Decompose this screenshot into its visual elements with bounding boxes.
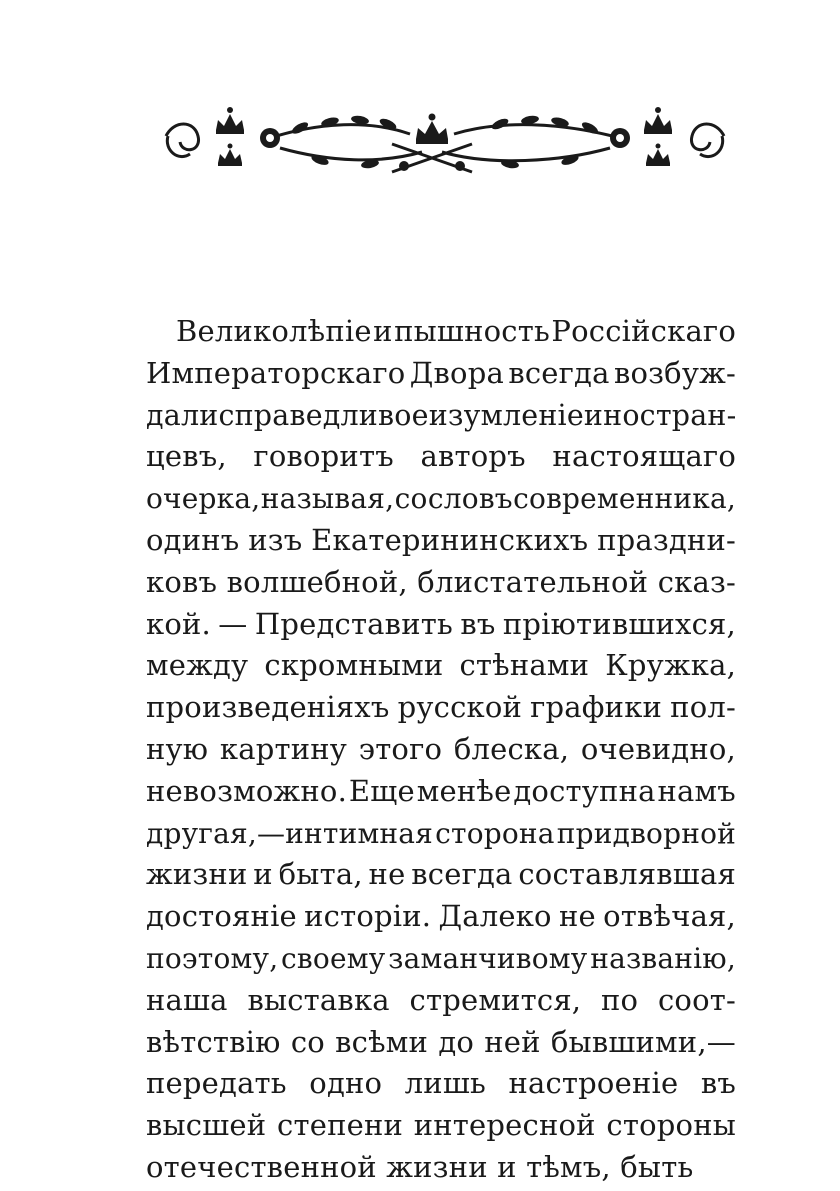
word: поэтому, xyxy=(146,941,279,975)
word: стремится, xyxy=(409,982,582,1017)
word: очерка, xyxy=(146,482,261,516)
text-line xyxy=(146,478,736,520)
text-line xyxy=(146,436,736,478)
crown-icon xyxy=(416,114,448,145)
text-line xyxy=(146,1063,736,1105)
word: Двора xyxy=(409,355,504,390)
text-line xyxy=(146,395,736,437)
word: одно xyxy=(309,1066,383,1101)
word: справедливое xyxy=(218,398,429,432)
word: заманчивому xyxy=(388,941,588,975)
word: менѣе xyxy=(416,773,512,808)
word: Россійскаго xyxy=(551,314,736,348)
text-line xyxy=(146,604,736,646)
word: ней xyxy=(484,1024,541,1059)
word: праздни- xyxy=(597,522,736,557)
word: Екатерининскихъ xyxy=(311,522,589,557)
word: цевъ, xyxy=(146,439,227,474)
word: скромными xyxy=(264,648,444,683)
word: Далеко xyxy=(438,899,552,934)
word: графики xyxy=(530,690,663,725)
text-line xyxy=(146,520,736,562)
word: блистательной xyxy=(417,564,649,599)
text-line xyxy=(146,311,736,353)
text-line xyxy=(146,729,736,771)
word: въ xyxy=(700,1066,736,1101)
word: не xyxy=(368,857,406,892)
word: лишь xyxy=(404,1066,486,1101)
text-line xyxy=(146,938,736,980)
word: Представить xyxy=(254,606,453,641)
word: блеска, xyxy=(453,731,570,766)
word: названію, xyxy=(590,941,736,975)
word: высшей xyxy=(146,1108,267,1143)
word: быта, xyxy=(278,857,363,892)
word: настроеніе xyxy=(508,1066,679,1101)
word: отвѣчая, xyxy=(603,899,736,934)
word: стѣнами xyxy=(459,648,590,683)
word: картину xyxy=(219,731,348,766)
word: русской xyxy=(397,690,523,725)
word: бывшими,— xyxy=(550,1024,736,1059)
word: стороны xyxy=(606,1108,736,1143)
word: пышность xyxy=(394,314,550,348)
word: невозможно. xyxy=(146,773,347,808)
word: соот- xyxy=(657,982,736,1017)
word: всегда xyxy=(508,355,610,390)
crown-icon xyxy=(646,144,670,167)
word: между xyxy=(146,648,249,683)
text-line: отечественной жизни и тѣмъ, быть xyxy=(146,1149,694,1184)
text-line xyxy=(146,854,736,896)
word: передать xyxy=(146,1066,287,1101)
text-line xyxy=(146,1105,736,1147)
text-line xyxy=(146,813,736,855)
word: изумленіе xyxy=(428,398,584,432)
word: дали xyxy=(146,398,219,432)
word: намъ xyxy=(657,773,736,808)
crown-icon xyxy=(218,144,242,167)
text-line xyxy=(146,1022,736,1064)
word: жизни xyxy=(146,857,248,892)
word: иностран- xyxy=(583,398,737,432)
word: Еще xyxy=(348,773,415,808)
word: въ xyxy=(460,606,496,641)
word: по xyxy=(601,982,639,1017)
word: другая,—интимная xyxy=(146,816,434,850)
word: исторіи. xyxy=(304,899,432,934)
word: сказ- xyxy=(657,564,736,599)
word: не xyxy=(558,899,596,934)
word: со xyxy=(290,1024,325,1059)
word: авторъ xyxy=(420,439,526,474)
word: степени xyxy=(277,1108,404,1143)
word: вѣтствію xyxy=(146,1024,281,1059)
word: Императорскаго xyxy=(146,355,406,390)
word: словъ xyxy=(427,482,513,516)
word: доступна xyxy=(513,773,656,808)
headpiece-ornament xyxy=(160,92,730,182)
word: до xyxy=(438,1024,475,1059)
word: пол- xyxy=(670,690,736,725)
word: и xyxy=(253,857,273,892)
crown-icon xyxy=(644,107,672,134)
word: ковъ xyxy=(146,564,218,599)
text-line xyxy=(146,645,736,687)
word: волшебной, xyxy=(226,564,408,599)
word: со xyxy=(394,482,428,516)
crossed-torches-icon xyxy=(392,144,472,172)
body-text xyxy=(146,311,736,1189)
word: наша xyxy=(146,982,228,1017)
text-line xyxy=(146,687,736,729)
word: всѣми xyxy=(335,1024,429,1059)
text-line xyxy=(146,896,736,938)
word: называя, xyxy=(260,482,395,516)
word: и xyxy=(373,314,393,348)
word: произведеніяхъ xyxy=(146,690,390,725)
word: кой. xyxy=(146,606,211,641)
text-line xyxy=(146,562,736,604)
word: одинъ xyxy=(146,522,240,557)
word: интересной xyxy=(413,1108,596,1143)
word: — xyxy=(218,606,248,641)
word: современника, xyxy=(513,482,736,516)
word: придворной xyxy=(556,816,736,850)
word: настоящаго xyxy=(552,439,736,474)
word: ную xyxy=(146,731,209,766)
text-line xyxy=(146,980,736,1022)
word: Кружка, xyxy=(605,648,736,683)
word: достояніе xyxy=(146,899,297,934)
word: изъ xyxy=(248,522,303,557)
word: выставка xyxy=(247,982,390,1017)
crown-icon xyxy=(216,107,244,134)
word: возбуж- xyxy=(613,355,736,390)
word: этого xyxy=(358,731,443,766)
word: составлявшая xyxy=(518,857,736,892)
text-line xyxy=(146,353,736,395)
word: сторона xyxy=(435,816,555,850)
word: Великолѣпіе xyxy=(176,314,372,348)
word: всегда xyxy=(411,857,513,892)
word: очевидно, xyxy=(580,731,736,766)
word: говоритъ xyxy=(253,439,394,474)
word: своему xyxy=(281,941,386,975)
word: пріютившихся, xyxy=(502,606,736,641)
text-line xyxy=(146,771,736,813)
